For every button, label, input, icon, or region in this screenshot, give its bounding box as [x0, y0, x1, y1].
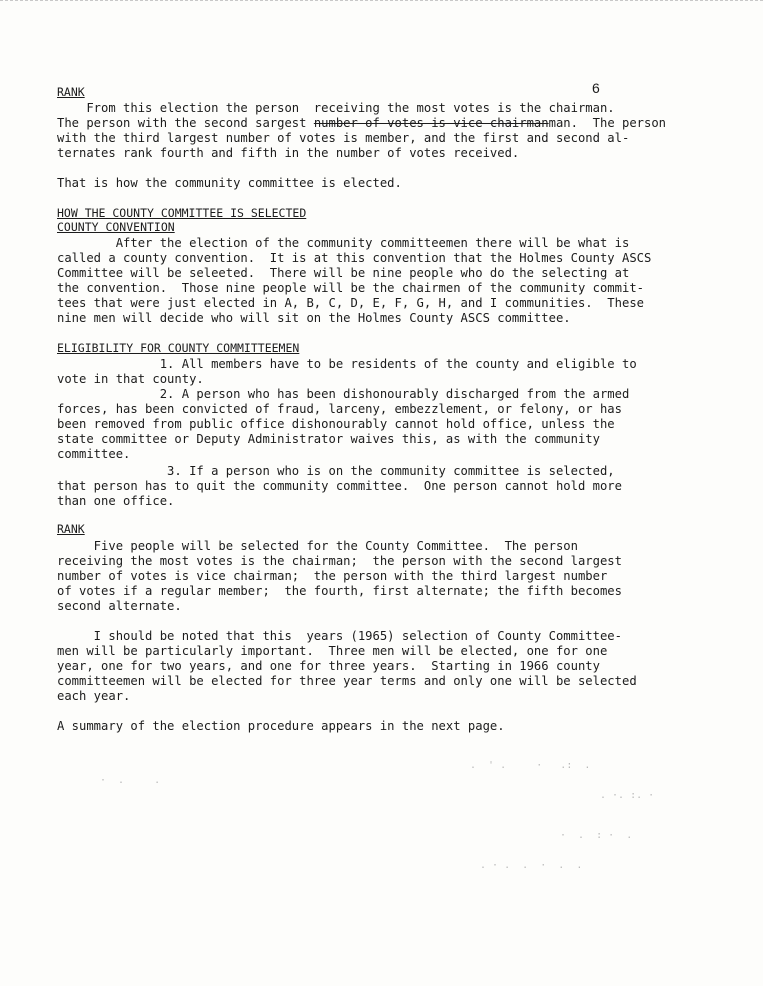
scan-noise: . · . . · . .: [480, 860, 583, 871]
note-line: each year.: [57, 689, 131, 703]
rank2-line: number of votes is vice chairman; the person with the third largest number: [57, 569, 608, 583]
eligibility-line: than one office.: [57, 494, 175, 508]
convention-line: nine men will decide who will sit on the Holmes County ASCS committee.: [57, 311, 571, 325]
scan-noise: . ·. :. ·: [600, 790, 655, 801]
top-border: [0, 0, 763, 1]
rank-paragraph-line: with the third largest number of votes is member, and the first and second al-: [57, 131, 630, 145]
rank2-line: Five people will be selected for the County Committee. The person: [57, 539, 578, 553]
convention-line: Committee will be seleeted. There will be nine people who do the selecting at: [57, 266, 630, 280]
eligibility-line: state committee or Deputy Administrator waives this, as with the community: [57, 432, 600, 446]
convention-line: the convention. Those nine people will be the chairmen of the community commit-: [57, 281, 644, 295]
page-number: 6: [592, 80, 600, 96]
rank-paragraph-line: ternates rank fourth and fifth in the number of votes received.: [57, 146, 520, 160]
scan-noise: . ' . · .: .: [470, 760, 591, 771]
convention-line: called a county convention. It is at this convention that the Holmes County ASCS: [57, 251, 652, 265]
rank-heading: RANK: [57, 85, 85, 99]
eligibility-line: forces, has been convicted of fraud, larceny, embezzlement, or felony, or has: [57, 402, 622, 416]
eligibility-line: 3. If a person who is on the community committee is selected,: [57, 464, 615, 478]
county-selection-heading: HOW THE COUNTY COMMITTEE IS SELECTED: [57, 206, 307, 220]
eligibility-line: that person has to quit the community committee. One person cannot hold more: [57, 479, 622, 493]
eligibility-line: been removed from public office dishonourably cannot hold office, unless the: [57, 417, 615, 431]
eligibility-line: vote in that county.: [57, 372, 204, 386]
eligibility-heading: ELIGIBILITY FOR COUNTY COMMITTEEMEN: [57, 341, 300, 355]
rank2-line: second alternate.: [57, 599, 182, 613]
summary-line: A summary of the election procedure appears in the next page.: [57, 719, 505, 733]
eligibility-line: 1. All members have to be residents of the county and eligible to: [57, 357, 637, 371]
eligibility-line: 2. A person who has been dishonourably discharged from the armed: [57, 387, 630, 401]
rank-paragraph-line: [57, 116, 697, 131]
note-line: I should be noted that this years (1965) selection of County Committee-: [57, 629, 622, 643]
convention-line: After the election of the community committeemen there will be what is: [57, 236, 630, 250]
rank2-line: receiving the most votes is the chairman; the person with the second largest: [57, 554, 622, 568]
scan-noise: · . : · .: [560, 830, 633, 841]
rank-line2-post: man. The person: [548, 116, 667, 130]
scan-noise: · . .: [100, 775, 161, 786]
rank-paragraph-line: From this election the person receiving the most votes is the chairman.: [57, 101, 615, 115]
note-line: committeemen will be elected for three year terms and only one will be selected: [57, 674, 637, 688]
county-convention-heading: COUNTY CONVENTION: [57, 220, 175, 234]
closing-line: That is how the community committee is elected.: [57, 176, 402, 190]
rank-line2-pre: The person with the second sargest: [57, 116, 314, 130]
rank2-line: of votes if a regular member; the fourth, first alternate; the fifth becomes: [57, 584, 622, 598]
note-line: men will be particularly important. Three men will be elected, one for one: [57, 644, 608, 658]
note-line: year, one for two years, and one for three years. Starting in 1966 county: [57, 659, 600, 673]
rank-heading: RANK: [57, 522, 85, 536]
convention-line: tees that were just elected in A, B, C, D, E, F, G, H, and I communities. These: [57, 296, 644, 310]
struck-text: number of votes is vice chairman: [313, 116, 549, 130]
eligibility-line: committee.: [57, 447, 131, 461]
